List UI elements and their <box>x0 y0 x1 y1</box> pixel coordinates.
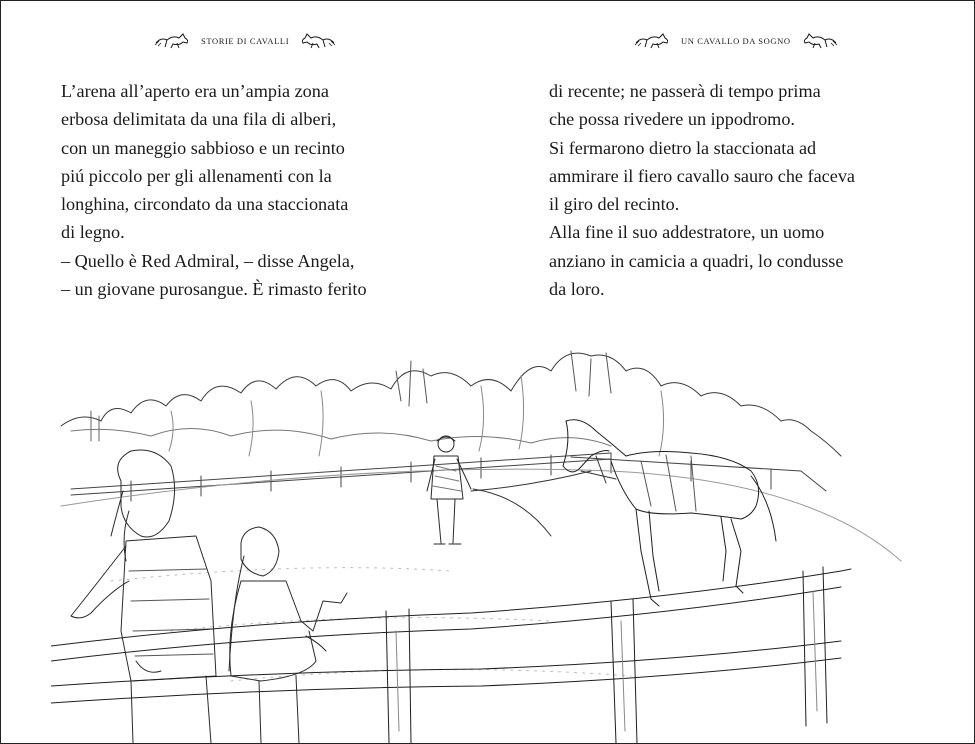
horse-ornament-icon <box>633 31 673 51</box>
text-line: di legno. <box>61 222 125 243</box>
trainer-figure <box>427 436 471 544</box>
text-line: ammirare il fiero cavallo sauro che faceva <box>549 165 855 186</box>
right-running-head-title: UN CAVALLO DA SOGNO <box>681 36 791 46</box>
text-line: Alla fine il suo addestratore, un uomo <box>549 222 825 243</box>
left-running-head-title: STORIE DI CAVALLI <box>201 36 290 46</box>
text-line: longhina, circondato da una staccionata <box>61 194 349 215</box>
text-line: di recente; ne passerà di tempo prima <box>549 81 821 101</box>
text-line: L’arena all’aperto era un’ampia zona <box>61 81 329 101</box>
arena-illustration <box>51 331 974 743</box>
horse-figure <box>563 420 776 606</box>
tree-line <box>61 351 841 456</box>
arena-ground <box>61 469 901 561</box>
horse-ornament-icon <box>297 31 337 51</box>
lunge-whip <box>473 489 551 536</box>
right-running-head <box>633 31 839 51</box>
left-running-head <box>153 31 337 51</box>
text-line: con un maneggio sabbioso e un recinto <box>61 137 345 158</box>
lunge-line <box>471 471 591 491</box>
text-line: da loro. <box>549 279 605 300</box>
text-line: – un giovane purosangue. È rimasto ferito <box>61 279 367 300</box>
horse-ornament-icon <box>153 31 193 51</box>
text-line: che possa rivedere un ippodromo. <box>549 109 795 130</box>
left-page-text <box>61 77 441 303</box>
distant-fence <box>71 453 826 501</box>
text-line: piú piccolo per gli allenamenti con la <box>61 165 332 186</box>
horse-ornament-icon <box>799 31 839 51</box>
text-line: – Quello è Red Admiral, – disse Angela, <box>61 250 355 271</box>
text-line: erbosa delimitata da una fila di alberi, <box>61 109 337 130</box>
text-line: il giro del recinto. <box>549 194 680 215</box>
right-page-text <box>549 77 929 303</box>
text-line: Si fermarono dietro la staccionata ad <box>549 137 817 158</box>
text-line: anziano in camicia a quadri, lo condusse <box>549 250 844 271</box>
